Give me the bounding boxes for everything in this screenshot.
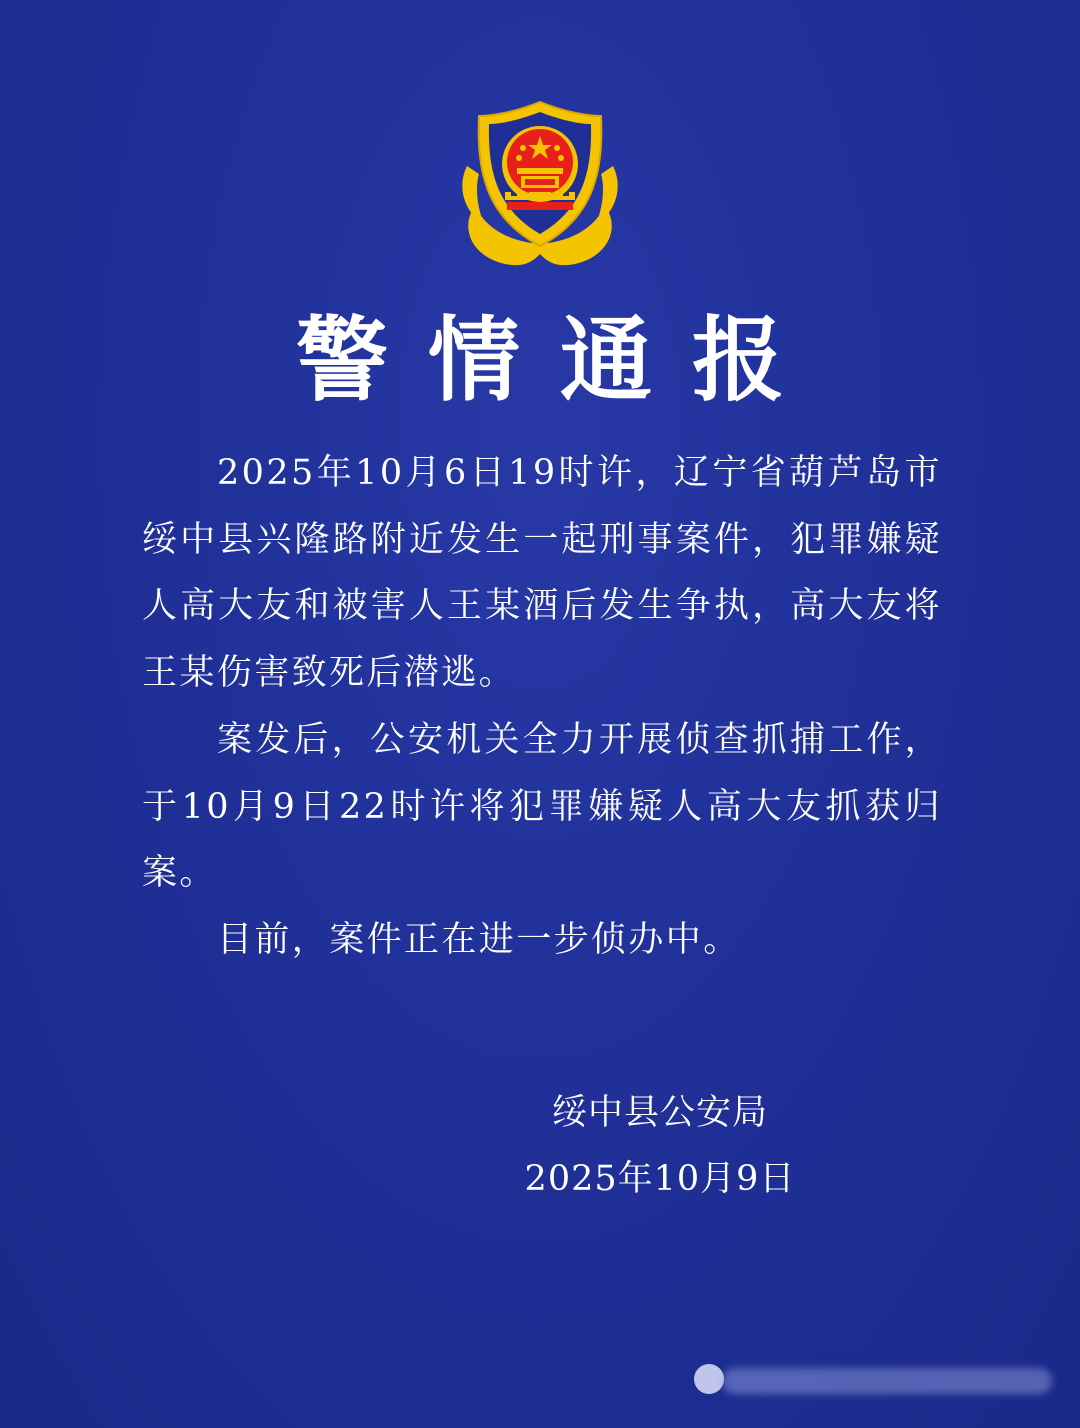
signature-organization: 绥中县公安局 — [551, 1093, 768, 1133]
paragraph: 案发后，公安机关全力开展侦查抓捕工作，于10月9日22时许将犯罪嫌疑人高大友抓获归案。 — [142, 719, 942, 894]
signature-date: 2025年10月9日 — [524, 1159, 796, 1199]
watermark-text-blur — [722, 1368, 1052, 1394]
paragraph: 目前，案件正在进一步侦办中。 — [217, 919, 741, 960]
page-title: 警情通报 — [295, 306, 824, 414]
watermark-logo-icon — [694, 1364, 724, 1394]
watermark — [694, 1360, 1054, 1400]
paragraph: 2025年10月6日19时许，辽宁省葫芦岛市绥中县兴隆路附近发生一起刑事案件，犯罪嫌疑人高大友和被害人王某酒后发生争执，高大友将王某伤害致死后潜逃。 — [142, 453, 942, 694]
notice-body — [142, 440, 942, 974]
police-emblem-icon — [455, 96, 625, 271]
